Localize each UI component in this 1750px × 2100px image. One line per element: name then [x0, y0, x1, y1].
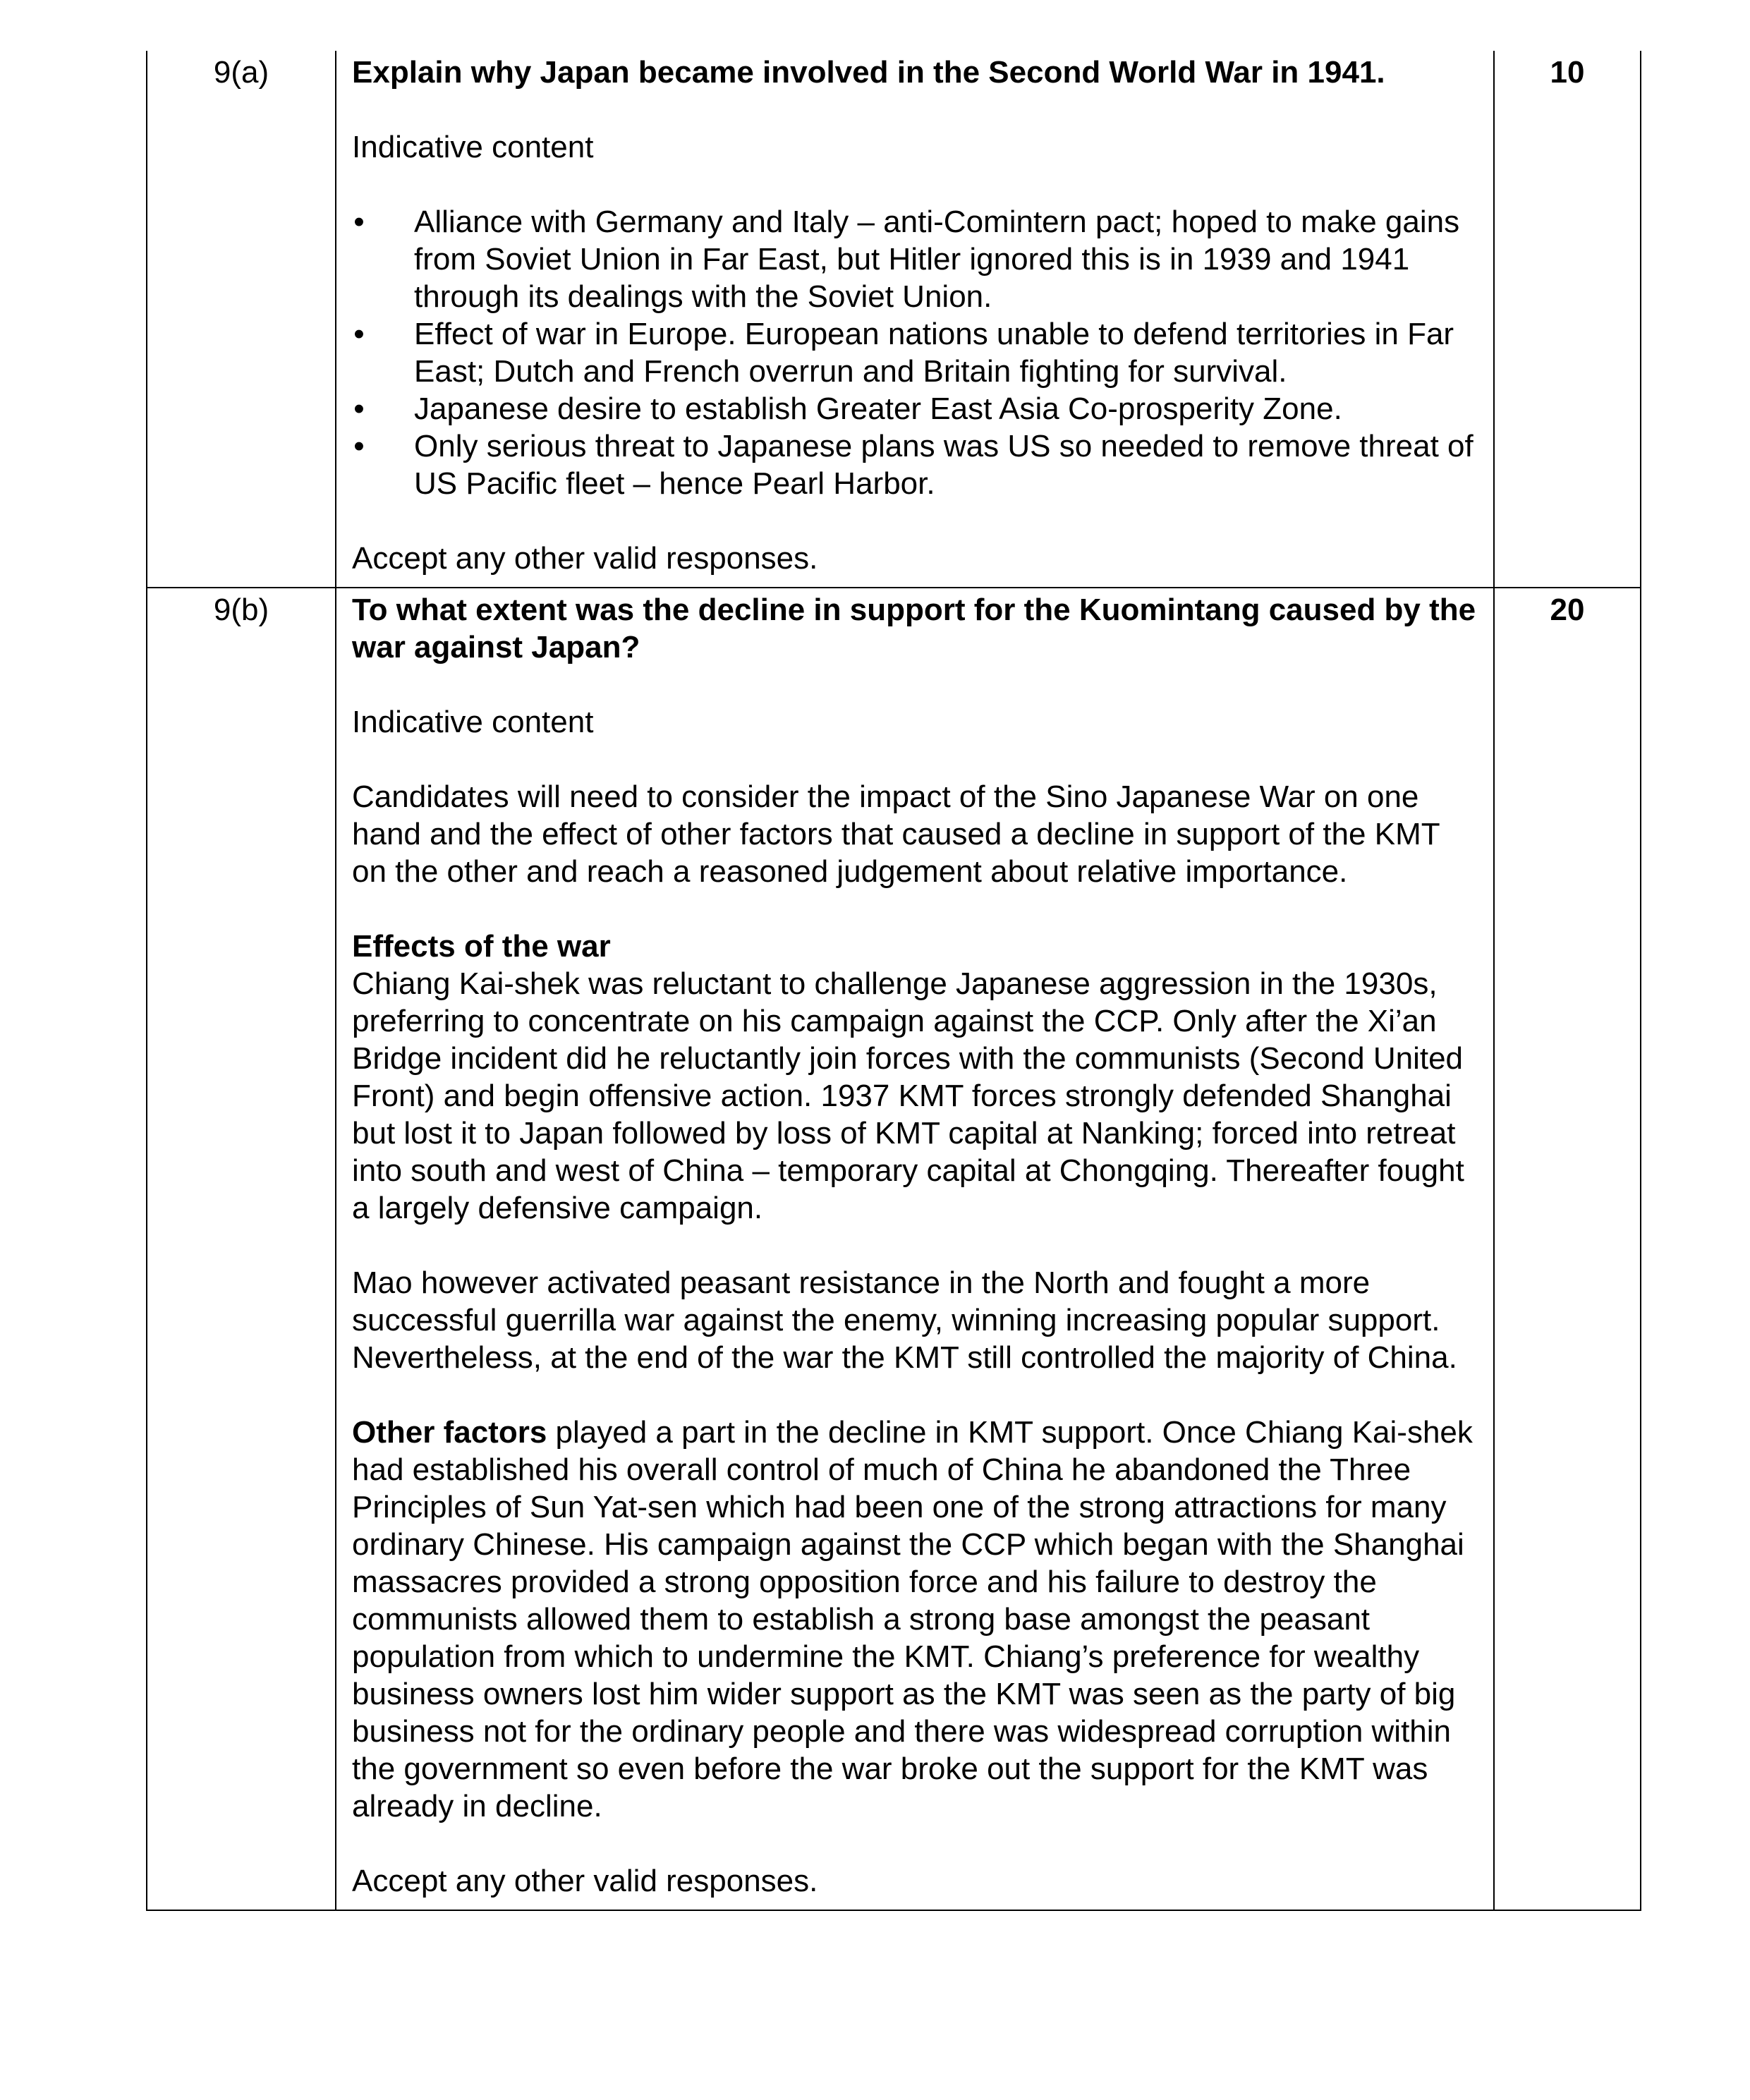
- intro-paragraph: Candidates will need to consider the impact of the Sino Japanese War on one hand and the effect of other factors that caused a decline in support of the KMT on the other and reach a reasoned judgement about relative importance.: [352, 779, 1440, 889]
- bullet-icon: •: [353, 317, 365, 351]
- effects-section: [352, 928, 1478, 1227]
- closing-note: Accept any other valid responses.: [352, 1864, 818, 1898]
- answer-cell: [336, 51, 1494, 588]
- question-number: 9(b): [213, 593, 269, 627]
- question-number: 9(a): [213, 55, 269, 90]
- marks-cell: [1494, 51, 1641, 588]
- other-factors-paragraph: [352, 1414, 1478, 1825]
- bullet-text: Japanese desire to establish Greater East Asia Co-prosperity Zone.: [414, 392, 1342, 426]
- other-factors-text: played a part in the decline in KMT support. Once Chiang Kai-shek had established his overall control of much of China he abandoned the Three Principles of Sun Yat-sen which had been one of the strong attractions for many ordinary Chinese. His campaign against the CCP which began with the Shanghai massacres provided a strong opposition force and his failure to destroy the communists allowed them to establish a strong base amongst the peasant population from which to undermine the KMT. Chiang’s preference for wealthy business owners lost him wider support as the KMT was seen as the party of big business not for the ordinary people and there was widespread corruption within the government so even before the war broke out the support for the KMT was already in decline.: [352, 1415, 1473, 1823]
- answer-cell: [336, 588, 1494, 1910]
- mao-paragraph: Mao however activated peasant resistance in the North and fought a more successful guerrilla war against the enemy, winning increasing popular support. Nevertheless, at the end of the war the KMT still controlled the majority of China.: [352, 1266, 1457, 1375]
- marks-value: 20: [1550, 593, 1585, 627]
- list-item: [352, 390, 1478, 427]
- indicative-content-label: Indicative content: [352, 705, 594, 739]
- bullet-text: Effect of war in Europe. European nations unable to defend territories in Far East; Dutch and French overrun and Britain fighting for survival.: [414, 317, 1454, 389]
- mark-scheme-table: [146, 51, 1641, 1911]
- question-number-cell: [147, 51, 336, 588]
- bullet-text: Only serious threat to Japanese plans was US so needed to remove threat of US Pacific fleet – hence Pearl Harbor.: [414, 429, 1473, 501]
- bullet-icon: •: [353, 205, 365, 239]
- bullet-icon: •: [353, 392, 365, 426]
- question-number-cell: [147, 588, 336, 1910]
- indicative-bullet-list: [352, 203, 1478, 502]
- list-item: [352, 203, 1478, 315]
- bullet-text: Alliance with Germany and Italy – anti-Comintern pact; hoped to make gains from Soviet Union in Far East, but Hitler ignored this is in 1939 and 1941 through its dealings with the Soviet Union.: [414, 205, 1460, 314]
- table-row: [147, 51, 1641, 588]
- other-factors-heading: Other factors: [352, 1415, 547, 1450]
- marks-cell: [1494, 588, 1641, 1910]
- effects-heading: Effects of the war: [352, 929, 611, 964]
- table-row: [147, 588, 1641, 1910]
- marks-value: 10: [1550, 55, 1585, 90]
- bullet-icon: •: [353, 429, 365, 463]
- indicative-content-label: Indicative content: [352, 130, 594, 164]
- effects-paragraph: Chiang Kai-shek was reluctant to challenge Japanese aggression in the 1930s, preferring to concentrate on his campaign against the CCP. Only after the Xi’an Bridge incident did he reluctantly join forces with the communists (Second United Front) and begin offensive action. 1937 KMT forces strongly defended Shanghai but lost it to Japan followed by loss of KMT capital at Nanking; forced into retreat into south and west of China – temporary capital at Chongqing. Thereafter fought a largely defensive campaign.: [352, 966, 1464, 1225]
- list-item: [352, 315, 1478, 390]
- list-item: [352, 427, 1478, 502]
- closing-note: Accept any other valid responses.: [352, 541, 818, 576]
- question-text: To what extent was the decline in support for the Kuomintang caused by the war against Japan?: [352, 593, 1476, 664]
- question-text: Explain why Japan became involved in the Second World War in 1941.: [352, 55, 1385, 90]
